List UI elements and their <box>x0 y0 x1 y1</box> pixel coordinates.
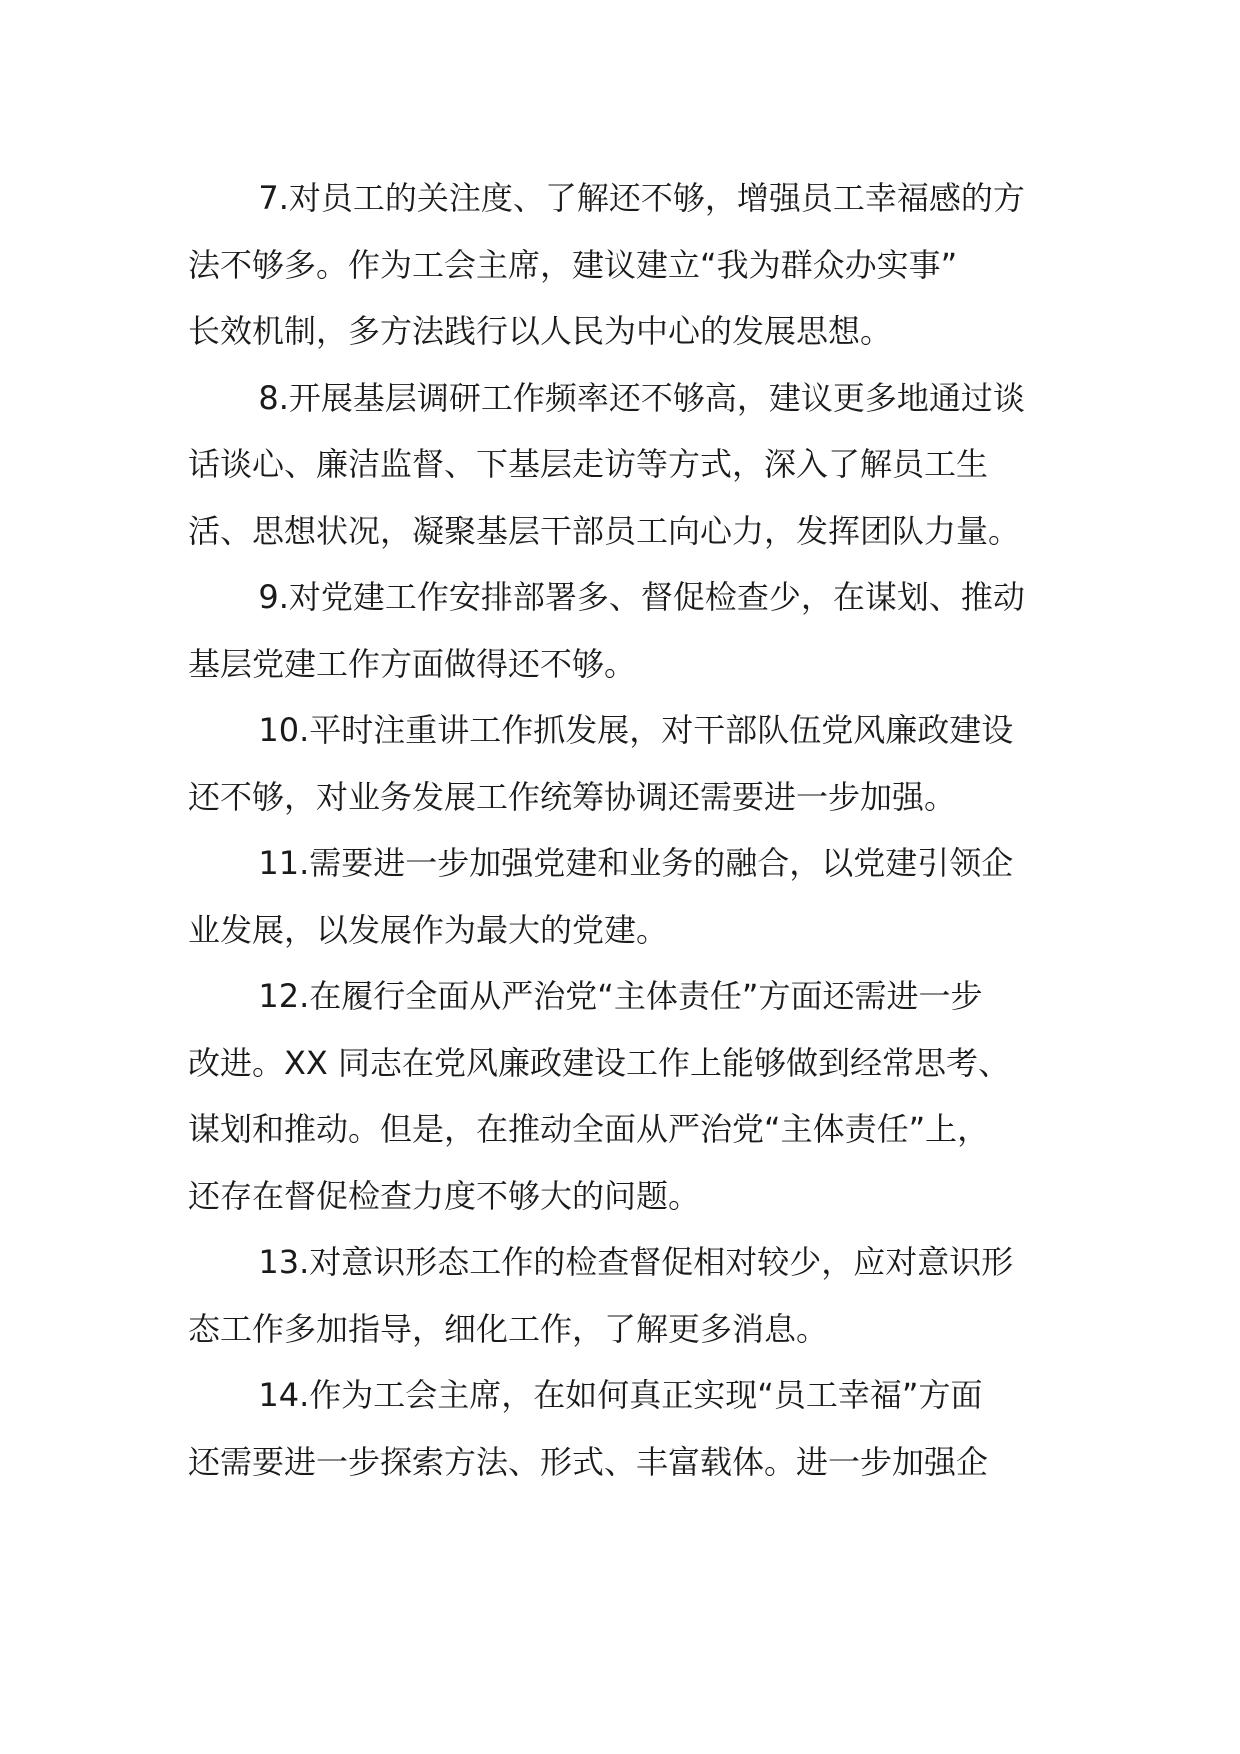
paragraph-line: 12.在履行全面从严治党“主体责任”方面还需进一步 <box>258 977 983 1015</box>
paragraph-13 <box>188 1229 1068 1362</box>
paragraph-line: 9.对党建工作安排部署多、督促检查少，在谋划、推动 <box>258 578 1025 616</box>
paragraph-line: 长效机制，多方法践行以人民为中心的发展思想。 <box>188 312 893 350</box>
paragraph-7 <box>188 165 1068 365</box>
paragraph-line: 还需要进一步探索方法、形式、丰富载体。进一步加强企 <box>188 1442 989 1481</box>
paragraph-line: 10.平时注重讲工作抓发展，对干部队伍党风廉政建设 <box>258 711 1014 749</box>
paragraph-line: 态工作多加指导，细化工作，了解更多消息。 <box>188 1309 829 1348</box>
paragraph-line: 11.需要进一步加强党建和业务的融合，以党建引领企 <box>258 844 1014 882</box>
paragraph-line: 13.对意识形态工作的检查督促相对较少，应对意识形 <box>258 1243 1014 1281</box>
paragraph-11 <box>188 830 1068 963</box>
paragraph-line: 还不够，对业务发展工作统筹协调还需要进一步加强。 <box>188 777 957 816</box>
paragraph-line: 谋划和推动。但是，在推动全面从严治党“主体责任”上， <box>188 1110 990 1148</box>
paragraph-line: 14.作为工会主席，在如何真正实现“员工幸福”方面 <box>258 1376 983 1414</box>
paragraph-line: 基层党建工作方面做得还不够。 <box>188 644 637 683</box>
paragraph-10 <box>188 697 1068 830</box>
paragraph-line: 话谈心、廉洁监督、下基层走访等方式，深入了解员工生 <box>188 445 989 483</box>
paragraph-14 <box>188 1362 1068 1495</box>
paragraph-line: 活、思想状况，凝聚基层干部员工向心力，发挥团队力量。 <box>188 511 1021 550</box>
paragraph-12 <box>188 963 1068 1229</box>
paragraph-9 <box>188 564 1068 697</box>
paragraph-8 <box>188 365 1068 565</box>
paragraph-line: 7.对员工的关注度、了解还不够，增强员工幸福感的方 <box>258 179 1025 217</box>
paragraph-line: 业发展，以发展作为最大的党建。 <box>188 910 669 949</box>
paragraph-line: 8.开展基层调研工作频率还不够高，建议更多地通过谈 <box>258 378 1025 417</box>
paragraph-line: 改进。XX 同志在党风廉政建设工作上能够做到经常思考、 <box>188 1043 1011 1082</box>
paragraph-line: 还存在督促检查力度不够大的问题。 <box>188 1176 701 1215</box>
paragraph-line: 法不够多。作为工会主席，建议建立“我为群众办实事” <box>188 245 958 284</box>
document-body <box>188 165 1068 1495</box>
